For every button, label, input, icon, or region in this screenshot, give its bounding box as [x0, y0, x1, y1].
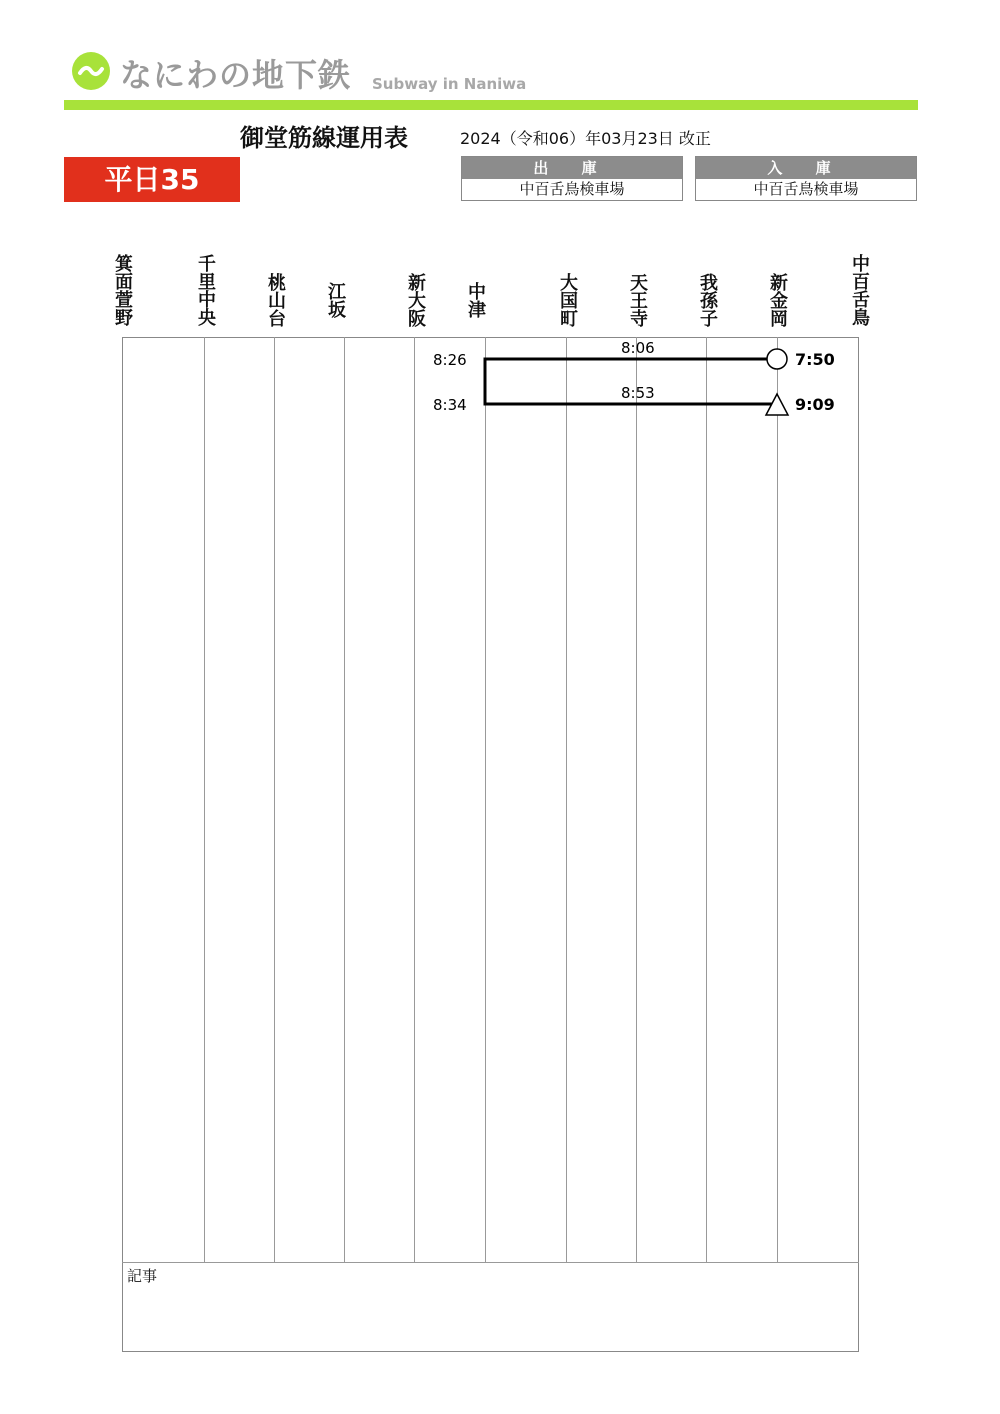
depart-time: 7:50 — [795, 350, 835, 369]
revision-date: 2024（令和06）年03月23日 改正 — [460, 129, 711, 148]
station-nakatsu: 中津 — [465, 281, 486, 318]
memo-label: 記事 — [127, 1267, 158, 1285]
pass-time-tennoji-1: 8:06 — [621, 339, 655, 357]
depart-label: 出 庫 — [462, 157, 682, 179]
station-tennoji: 天王寺 — [627, 272, 648, 327]
station-esaka: 江坂 — [325, 281, 346, 318]
arrive-depot: 中百舌鳥検車場 — [753, 180, 859, 198]
station-abiko: 我孫子 — [697, 272, 718, 327]
depart-marker-icon — [767, 349, 787, 369]
depart-time-nakatsu: 8:34 — [433, 396, 467, 414]
logo-subtitle: Subway in Naniwa — [372, 75, 527, 93]
station-nakamozu: 中百舌鳥 — [849, 254, 870, 326]
station-daikokucho: 大国町 — [557, 272, 578, 327]
station-minoh-kayano: 箕面萱野 — [112, 254, 133, 326]
page-title: 御堂筋線運用表 — [240, 124, 408, 152]
pass-time-tennoji-2: 8:53 — [621, 384, 655, 402]
operation-badge: 平日35 — [64, 157, 240, 202]
station-shin-osaka: 新大阪 — [405, 272, 426, 327]
station-momoyamadai: 桃山台 — [265, 272, 286, 327]
arrive-time: 9:09 — [795, 395, 835, 414]
depart-depot: 中百舌鳥検車場 — [519, 180, 625, 198]
station-shinkanaoka: 新金岡 — [767, 272, 788, 327]
logo-name: なにわの地下鉄 — [120, 56, 352, 94]
arrive-label: 入 庫 — [696, 157, 916, 179]
station-senri-chuo: 千里中央 — [195, 254, 216, 326]
arrive-time-nakatsu: 8:26 — [433, 351, 467, 369]
